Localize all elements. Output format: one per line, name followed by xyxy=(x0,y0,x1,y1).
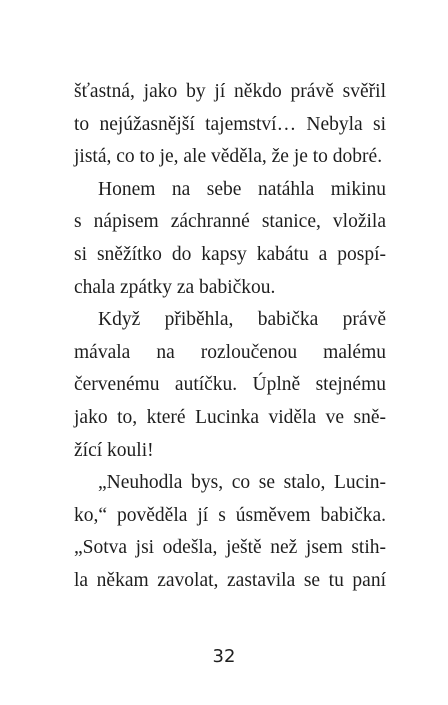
text-line: červenému autíčku. Úplně stejnému xyxy=(74,374,386,396)
page-number: 32 xyxy=(212,646,236,667)
text-line: „Neuhodla bys, co se stalo, Lucin- xyxy=(98,472,386,494)
text-line: „Sotva jsi odešla, ještě než jsem stih- xyxy=(74,537,386,559)
text-line: mávala na rozloučenou malému xyxy=(74,341,386,363)
text-line: jako to, které Lucinka viděla ve sně- xyxy=(74,406,386,428)
body-text xyxy=(74,76,386,598)
text-line: Když přiběhla, babička právě xyxy=(98,309,386,331)
text-line: šťastná, jako by jí někdo právě svěřil xyxy=(74,81,386,102)
text-line: s nápisem záchranné stanice, vložila xyxy=(74,211,386,233)
text-line: Honem na sebe natáhla mikinu xyxy=(98,178,386,200)
text-line: jistá, co to je, ale věděla, že je to dobré. xyxy=(74,146,383,168)
text-line: ko,“ pověděla jí s úsměvem babička. xyxy=(74,504,386,526)
text-line: si sněžítko do kapsy kabátu a pospí- xyxy=(74,243,386,265)
text-line: to nejúžasnější tajemství… Nebyla si xyxy=(74,113,386,135)
text-line: chala zpátky za babičkou. xyxy=(74,276,276,298)
text-line: la někam zavolat, zastavila se tu paní xyxy=(74,569,386,591)
text-line: žící kouli! xyxy=(74,439,154,461)
